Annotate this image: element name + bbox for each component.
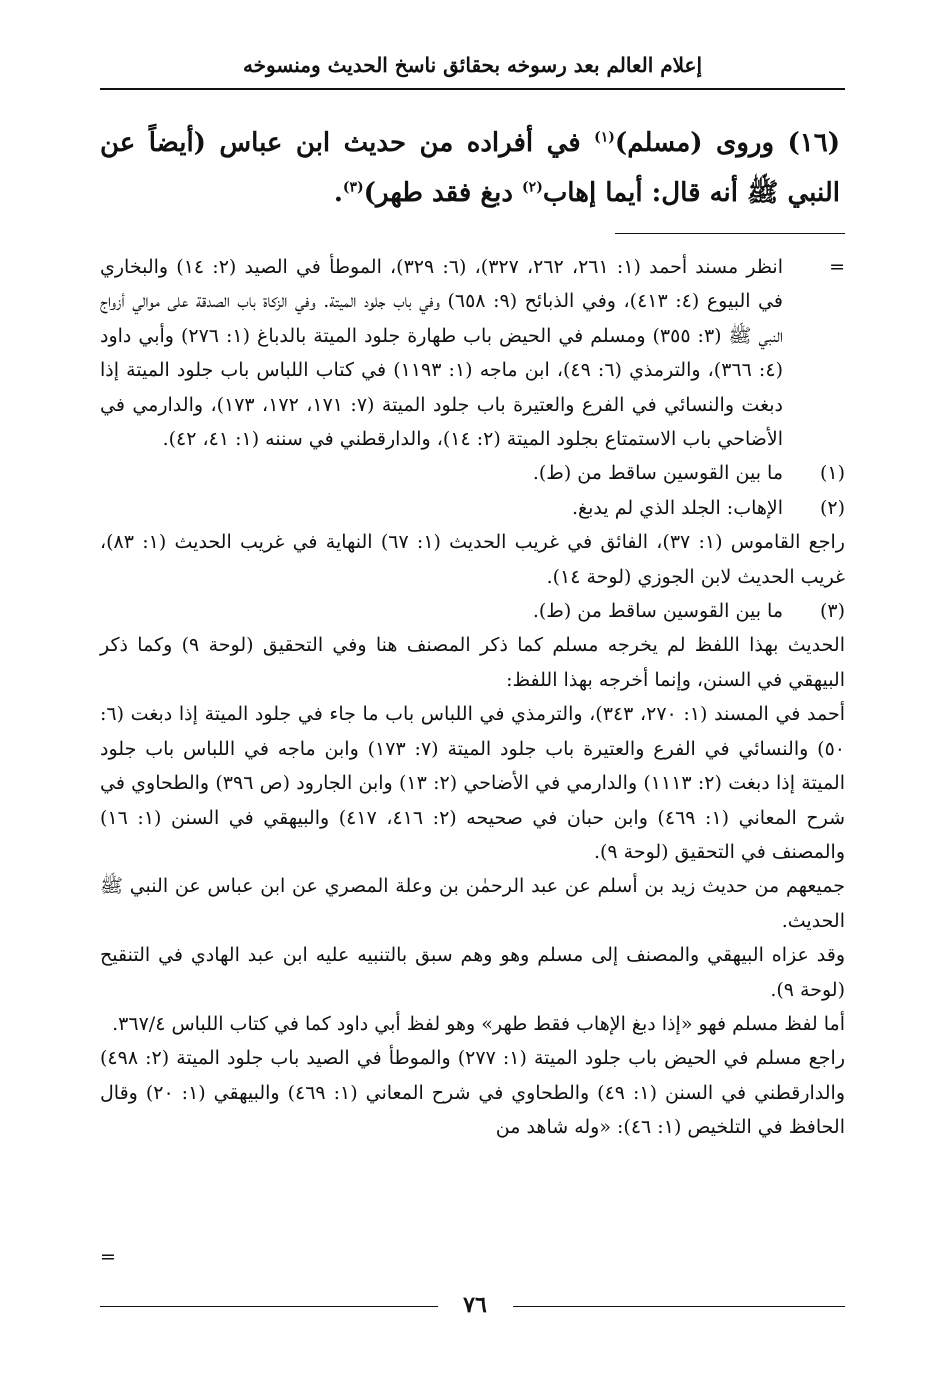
footnote-3-paragraph-2: أحمد في المسند (١: ٢٧٠، ٣٤٣)، والترمذي في اللباس باب ما جاء في جلود الميتة إذا دبغت (٦: ٥٠) والنسائي في الفرع والعتيرة باب جلود الميتة (٧: ١٧٣) وابن ماجه في اللباس باب جلود الميتة إذا دبغت (٢: ١١١٣) والدارمي في الأضاحي (٢: ١٣) وابن الجارود (ص ٣٩٦) والطحاوي في شرح المعاني (١: ٤٦٩) وابن حبان في صحيحه (٢: ٤١٦، ٤١٧) والبيهقي في السنن (١: ١٦) والمصنف في التحقيق (لوحة ٩). (100, 703, 846, 863)
continuation-mark: = (829, 256, 845, 278)
running-head: إعلام العالم بعد رسوخه بحقائق ناسخ الحديث ومنسوخه (242, 53, 703, 77)
footnote-continuation-body (100, 250, 783, 456)
footnote-3 (100, 594, 845, 628)
header-rule (100, 88, 845, 90)
continuation-paragraph: انظر مسند أحمد (١: ٢٦١، ٢٦٢، ٣٢٧)، (٦: ٣٢٩)، الموطأ في الصيد (٢: ١٤) والبخاري في البيوع (٤: ٤١٣)، وفي الذبائح (٩: ٦٥٨) وفي باب جلود الميتة. وفي الزكاة باب الصدقة على موالي أزواج النبي ﷺ (٣: ٣٥٥) ومسلم في الحيض باب طهارة جلود الميتة بالدباغ (١: ٢٧٦) وأبي داود (٤: ٣٦٦)، والترمذي (٦: ٤٩)، ابن ماجه (١: ١١٩٣) في كتاب اللباس باب جلود الميتة إذا دبغت والنسائي في الفرع والعتيرة باب جلود الميتة (٧: ١٧١، ١٧٢، ١٧٣)، والدارمي في الأضاحي باب الاستمتاع بجلود الميتة (٢: ١٤)، والدارقطني في سننه (١: ٤١، ٤٢). (100, 256, 783, 451)
main-text-part-1: (١٦) وروى (مسلم) (614, 128, 841, 158)
footnote-1-text: ما بين القوسين ساقط من (ط). (532, 462, 783, 485)
footnote-3-extra-body (100, 628, 845, 1144)
footer-rule-left (100, 1306, 438, 1307)
main-text-part-4: . (333, 178, 343, 208)
footnote-1-number: (١) (819, 462, 845, 485)
main-text-part-2: في أفراده من حديث ابن عباس (أيضاً عن النبي ﷺ أنه قال: أيما إهاب (100, 128, 840, 208)
hadith-paragraph (100, 118, 840, 218)
footnote-3-number: (٣) (819, 600, 845, 623)
continuation-mark-end: = (100, 1246, 116, 1268)
footnote-2-number: (٢) (819, 496, 845, 519)
page-number: ٧٦ (463, 1292, 487, 1318)
footnote-1-body (100, 456, 783, 490)
footnote-ref-3: (٣) (342, 179, 364, 196)
footnote-3-continued (100, 628, 845, 1144)
footnote-3-paragraph-5: أما لفظ مسلم فهو «إذا دبغ الإهاب فقط طهر» وهو لفظ أبي داود كما في كتاب اللباس ٣٦٧/٤. (112, 1012, 845, 1035)
footnote-2-paragraph: راجع القاموس (١: ٣٧)، الفائق في غريب الحديث (١: ٦٧) النهاية في غريب الحديث (١: ٨٣)، غريب الحديث لابن الجوزي (لوحة ١٤). (100, 531, 845, 588)
footnote-3-paragraph-3: جميعهم من حديث زيد بن أسلم عن عبد الرحمٰن بن وعلة المصري عن ابن عباس عن النبي ﷺ الحديث. (100, 875, 845, 932)
footnote-separator (615, 233, 845, 234)
footnotes (100, 250, 845, 1145)
footnote-1 (100, 456, 845, 490)
footnote-3-paragraph-1: الحديث بهذا اللفظ لم يخرجه مسلم كما ذكر المصنف هنا وفي التحقيق (لوحة ٩) وكما ذكر البيهقي في السنن، وإنما أخرجه بهذا اللفظ: (100, 634, 845, 691)
footnote-3-text: ما بين القوسين ساقط من (ط). (532, 600, 783, 623)
footnote-ref-2: (٢) (522, 179, 543, 196)
footnote-2-extra-body (100, 525, 845, 594)
footnote-3-paragraph-4: وقد عزاه البيهقي والمصنف إلى مسلم وهو وهم سبق بالتنبيه عليه ابن عبد الهادي في التنقيح (لوحة ٩). (100, 944, 846, 1001)
footnote-2-text: الإهاب: الجلد الذي لم يدبغ. (571, 496, 783, 519)
footnote-2-continued (100, 525, 845, 594)
main-text-part-3: دبغ فقد طهر) (363, 178, 523, 208)
footnote-continuation (100, 250, 845, 456)
footnote-3-paragraph-6: راجع مسلم في الحيض باب جلود الميتة (١: ٢٧٧) والموطأ في الصيد باب جلود الميتة (٢: ٤٩٨) والدارقطني في السنن (١: ٤٩) والطحاوي في شرح المعاني (١: ٤٦٩) والبيهقي (١: ٢٠) وقال الحافظ في التلخيص (١: ٤٦): «وله شاهد من (100, 1047, 845, 1139)
footnote-2 (100, 491, 845, 525)
footnote-ref-1: (١) (594, 129, 615, 146)
footer-rule-right (513, 1306, 845, 1307)
footnote-3-body (100, 594, 783, 628)
footnote-2-body (100, 491, 783, 525)
main-text (100, 118, 840, 218)
